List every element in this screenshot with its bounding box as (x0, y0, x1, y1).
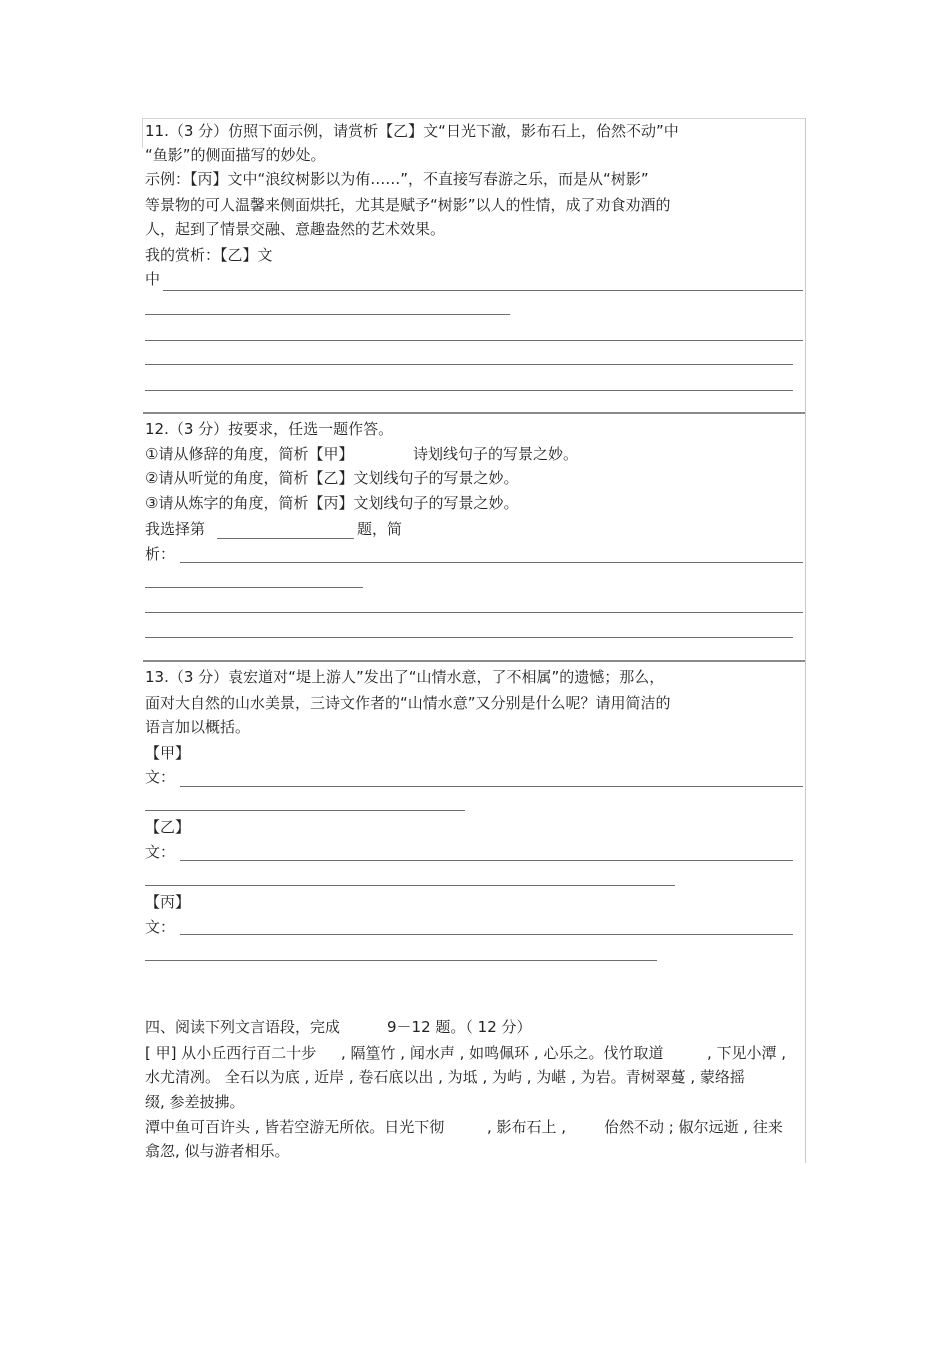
q13-bing-answer-line-1[interactable] (180, 934, 793, 935)
q11-example-line3: 人，起到了情景交融、意趣盎然的艺术效果。 (145, 220, 446, 238)
q13-yi-answer-line-1[interactable] (180, 860, 793, 861)
q11-prompt-line1: 11.（3 分）仿照下面示例，请赏析【乙】文“日光下澈，影布石上，佁然不动”中 (145, 122, 679, 140)
passage-line-2: 水尤清冽。 全石以为底 , 近岸 , 卷石底以出 , 为坻 , 为屿 , 为嵁 , 为岩。青树翠蔓 , 蒙络摇 (145, 1068, 745, 1086)
q12-option-1b: 诗划线句子的写景之妙。 (413, 445, 579, 463)
q13-bing-label: 【丙】 (145, 893, 191, 911)
q12-xi-label: 析： (145, 545, 176, 563)
passage-line-4c: 佁然不动 ; 俶尔远逝 , 往来 (604, 1118, 783, 1136)
q12-answer-line-1[interactable] (180, 562, 803, 563)
q11-my-analysis-label: 我的赏析：【乙】文 (145, 246, 273, 264)
q12-choose-label: 我选择第 (145, 520, 206, 538)
q11-answer-line-2[interactable] (145, 314, 510, 315)
q11-zhong-label: 中 (145, 270, 161, 288)
q13-jia-wen-label: 文： (145, 768, 176, 786)
q13-bing-wen-label: 文： (145, 918, 176, 936)
passage-line-4a: 潭中鱼可百许头 , 皆若空游无所依。日光下彻 (145, 1118, 445, 1136)
q11-example-line1: 示例：【丙】文中“浪纹树影以为侑……”，不直接写春游之乐，而是从“树影” (145, 170, 649, 188)
q12-answer-line-4[interactable] (145, 637, 793, 638)
q11-prompt-line2: “鱼影”的侧面描写的妙处。 (145, 146, 326, 164)
passage-line-1a: [ 甲] 从小丘西行百二十步 (145, 1044, 317, 1062)
q12-option-2: ②请从听觉的角度，简析【乙】文划线句子的写景之妙。 (145, 469, 519, 487)
q13-bing-answer-line-2[interactable] (145, 960, 657, 961)
section-divider (143, 660, 805, 662)
q12-choice-blank[interactable] (217, 538, 354, 539)
passage-line-1b: , 隔篁竹 , 闻水声 , 如鸣佩环 , 心乐之。伐竹取道 (341, 1044, 664, 1062)
q13-yi-label: 【乙】 (145, 818, 191, 836)
q13-jia-label: 【甲】 (145, 744, 191, 762)
q13-prompt-line3: 语言加以概括。 (145, 718, 251, 736)
q11-answer-line-3[interactable] (145, 340, 803, 341)
q13-yi-wen-label: 文： (145, 843, 176, 861)
q13-prompt-line2: 面对大自然的山水美景，三诗文作者的“山情水意”又分别是什么呢？请用简洁的 (145, 694, 671, 712)
q12-answer-line-2[interactable] (145, 587, 363, 588)
page-frame-top (143, 118, 806, 119)
passage-line-3: 缀, 参差披拂。 (145, 1093, 245, 1111)
q11-answer-line-4[interactable] (145, 364, 793, 365)
section-divider (143, 412, 805, 414)
passage-line-5: 翕忽, 似与游者相乐。 (145, 1142, 290, 1160)
q12-answer-line-3[interactable] (145, 612, 803, 613)
q13-jia-answer-line-1[interactable] (180, 786, 803, 787)
q11-answer-line-1[interactable] (163, 290, 803, 291)
passage-line-4b: , 影布石上 , (487, 1118, 567, 1136)
section4-heading-a: 四、阅读下列文言语段，完成 (145, 1018, 341, 1036)
q13-yi-answer-line-2[interactable] (145, 885, 675, 886)
passage-line-1c: , 下见小潭 , (707, 1044, 787, 1062)
q11-answer-line-5[interactable] (145, 390, 793, 391)
q12-prompt: 12.（3 分）按要求，任选一题作答。 (145, 420, 394, 438)
q12-option-3: ③请从炼字的角度，简析【丙】文划线句子的写景之妙。 (145, 494, 519, 512)
q13-prompt-line1: 13.（3 分）袁宏道对“堤上游人”发出了“山情水意，了不相属”的遗憾；那么， (145, 668, 665, 686)
section4-heading-b: 9－12 题。（ 12 分） (387, 1018, 532, 1036)
q11-example-line2: 等景物的可人温馨来侧面烘托，尤其是赋予“树影”以人的性情，成了劝食劝酒的 (145, 196, 671, 214)
q12-option-1a: ①请从修辞的角度，简析【甲】 (145, 445, 354, 463)
q12-ti-label: 题，简 (357, 520, 403, 538)
page-frame-left (142, 118, 143, 148)
page-frame-right (805, 118, 806, 1163)
q13-jia-answer-line-2[interactable] (145, 810, 465, 811)
